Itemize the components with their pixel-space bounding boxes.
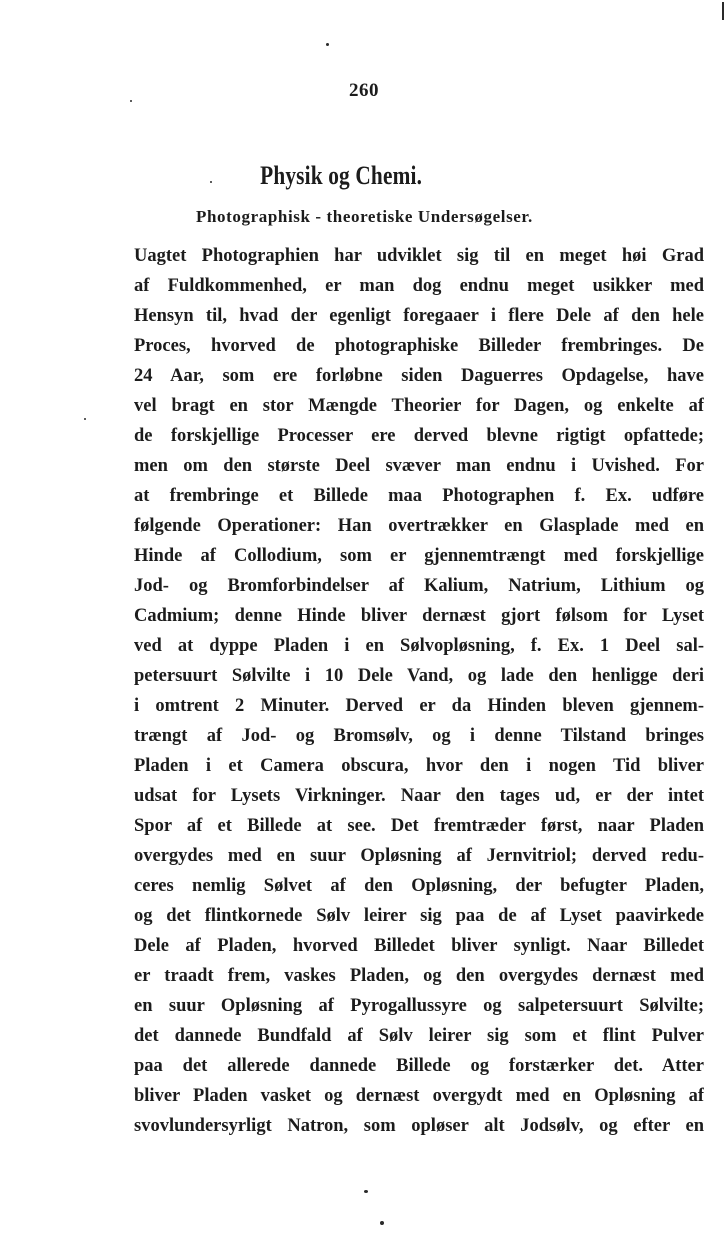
text-line: Cadmium; denne Hinde bliver dernæst gjort følsom for Lyset (134, 606, 704, 626)
text-line: overgydes med en suur Opløsning af Jernvitriol; derved redu- (134, 846, 704, 866)
scan-speck (130, 100, 132, 102)
scan-speck (380, 1221, 384, 1225)
section-title: Physik og Chemi. (260, 161, 423, 190)
text-line: Hinde af Collodium, som er gjennemtrængt med forskjellige (134, 546, 704, 566)
scan-speck (84, 418, 86, 420)
text-line: ved at dyppe Pladen i en Sølvopløsning, f. Ex. 1 Deel sal- (134, 636, 704, 656)
text-line: trængt af Jod- og Bromsølv, og i denne Tilstand bringes (134, 726, 704, 746)
text-line: paa det allerede dannede Billede og forstærker det. Atter (134, 1056, 704, 1076)
scan-speck (210, 181, 212, 183)
text-line: i omtrent 2 Minuter. Derved er da Hinden bleven gjennem- (134, 696, 704, 716)
text-line: petersuurt Sølvilte i 10 Dele Vand, og lade den henligge deri (134, 666, 704, 686)
text-line: og det flintkornede Sølv leirer sig paa de af Lyset paavirkede (134, 906, 704, 926)
text-line: Uagtet Photographien har udviklet sig til en meget høi Grad (134, 246, 704, 266)
text-line: Hensyn til, hvad der egenligt foregaaer i flere Dele af den hele (134, 306, 704, 326)
text-line: udsat for Lysets Virkninger. Naar den tages ud, er der intet (134, 786, 704, 806)
text-line: følgende Operationer: Han overtrækker en Glasplade med en (134, 516, 704, 536)
text-line: en suur Opløsning af Pyrogallussyre og salpetersuurt Sølvilte; (134, 996, 704, 1016)
text-line: Proces, hvorved de photographiske Billeder frembringes. De (134, 336, 704, 356)
text-line: Pladen i et Camera obscura, hvor den i nogen Tid bliver (134, 756, 704, 776)
text-line: det dannede Bundfald af Sølv leirer sig som et flint Pulver (134, 1026, 704, 1046)
text-line: af Fuldkommenhed, er man dog endnu meget usikker med (134, 276, 704, 296)
text-line: de forskjellige Processer ere derved blevne rigtigt opfattede; (134, 426, 704, 446)
text-line: at frembringe et Billede maa Photographen f. Ex. udføre (134, 486, 704, 506)
page-number: 260 (349, 80, 379, 101)
scan-speck (722, 2, 724, 20)
text-line: Jod- og Bromforbindelser af Kalium, Natrium, Lithium og (134, 576, 704, 596)
text-line: Spor af et Billede at see. Det fremtræder først, naar Pladen (134, 816, 704, 836)
text-line: vel bragt en stor Mængde Theorier for Dagen, og enkelte af (134, 396, 704, 416)
text-line: bliver Pladen vasket og dernæst overgydt med en Opløsning af (134, 1086, 704, 1106)
article-title: Photographisk - theoretiske Undersøgelser. (196, 207, 533, 226)
text-line: ceres nemlig Sølvet af den Opløsning, der befugter Pladen, (134, 876, 704, 896)
text-line: Dele af Pladen, hvorved Billedet bliver synligt. Naar Billedet (134, 936, 704, 956)
text-line: svovlundersyrligt Natron, som opløser alt Jodsølv, og efter en (134, 1116, 704, 1136)
scan-speck (326, 43, 329, 46)
text-line: men om den største Deel svæver man endnu i Uvished. For (134, 456, 704, 476)
text-line: er traadt frem, vaskes Pladen, og den overgydes dernæst med (134, 966, 704, 986)
body-text (134, 241, 704, 1141)
scan-speck (364, 1190, 368, 1193)
text-line: 24 Aar, som ere forløbne siden Daguerres Opdagelse, have (134, 366, 704, 386)
